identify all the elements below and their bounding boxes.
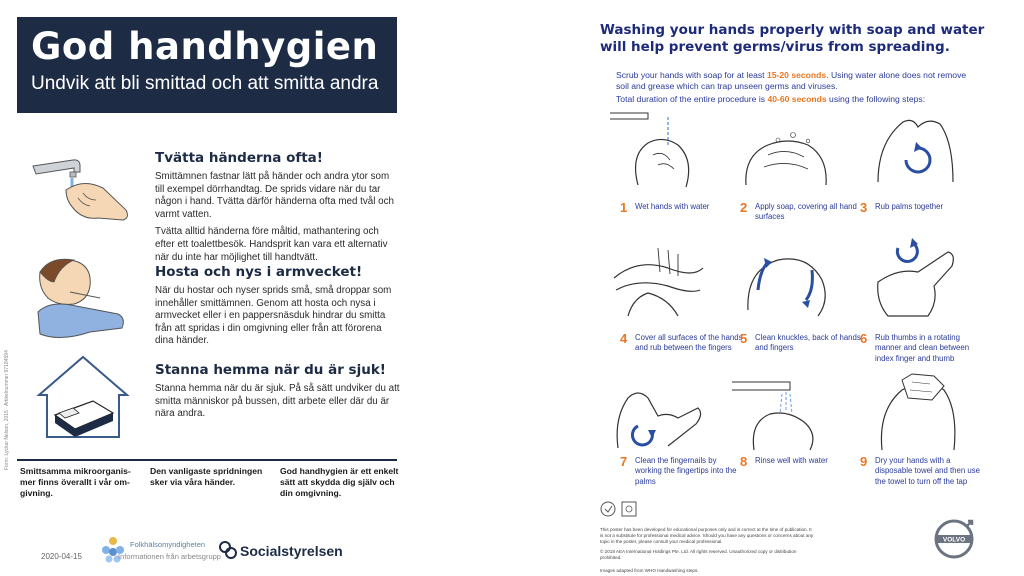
intro-highlight: 15-20 seconds xyxy=(766,70,827,80)
total-text: Total duration of the entire procedure is xyxy=(616,94,768,104)
section-paragraph: Tvätta alltid händerna före måltid, mathantering och efter ett toalettbesök. Handsprit kan vara ett alternativ när du inte har möjlighet till handtvätt. xyxy=(155,226,388,263)
poster-date: 2020-04-15 xyxy=(41,552,82,561)
step-number: 7 xyxy=(620,454,628,469)
step-text: Clean the fingernails by working the fingertips into the palms xyxy=(635,456,737,486)
image-credit: Images adapted from WHO Handwashing steps. xyxy=(600,568,699,573)
step7-fingernails-icon xyxy=(608,368,708,453)
step1-wet-hands-icon xyxy=(608,105,708,190)
logo2-label: Socialstyrelsen xyxy=(240,543,343,559)
step8-rinse-icon xyxy=(730,372,830,452)
certification-icons xyxy=(600,500,640,518)
section-paragraph: Stanna hemma när du är sjuk. På så sätt undviker du att smitta människor på bussen, ditt arbete eller där du är nära andra. xyxy=(155,383,400,420)
section-cough-elbow xyxy=(155,264,400,353)
step-number: 6 xyxy=(860,331,868,346)
total-highlight: 40-60 seconds xyxy=(767,94,827,104)
cough-elbow-icon xyxy=(30,252,130,344)
title-banner xyxy=(17,17,397,113)
handwash-tap-icon xyxy=(28,148,133,233)
step-text: Cover all surfaces of the hands and rub between the fingers xyxy=(635,333,743,353)
house-bed-icon xyxy=(33,353,133,441)
intro-text-rest: . Using water alone does not remove soil and grease which can trap unseen germs and viruses. xyxy=(616,70,967,91)
section-wash-hands xyxy=(155,150,400,269)
step-text: Wet hands with water xyxy=(635,202,710,211)
step-number: 1 xyxy=(620,200,628,215)
step-text: Rub palms together xyxy=(875,202,944,211)
step-number: 9 xyxy=(860,454,868,469)
step6-thumbs-icon xyxy=(868,232,963,320)
socialstyrelsen-logo xyxy=(218,540,238,560)
section-paragraph: Smittämnen fastnar lätt på händer och andra ytor som till exempel dörrhandtag. De sprids vidare när du tar någon i hand. Tvätta därför händerna ofta med tvål och varmt vatten. xyxy=(155,171,394,220)
section-paragraph: När du hostar och nyser sprids små, små droppar som innehåller smittämnen. Genom att hosta och nysa i armvecket eller i en pappersnäsduk hindrar du smitta från att spridas i din omgivning eller från att förorena dina händer. xyxy=(155,285,392,347)
poster-subtitle: Undvik att bli smittad och att smitta andra xyxy=(31,73,379,94)
step-text: Rinse well with water xyxy=(755,456,828,465)
step4-between-fingers-icon xyxy=(608,238,708,323)
step-text: Dry your hands with a disposable towel and then use the towel to turn off the tap xyxy=(875,456,980,486)
step5-knuckles-icon xyxy=(738,240,833,320)
step9-dry-towel-icon xyxy=(872,370,962,455)
step3-rub-palms-icon xyxy=(868,112,963,192)
fact-2: Den vanligaste spridningen sker via våra händer. xyxy=(150,466,263,487)
disclaimer-text: This poster has been developed for educational purposes only and is correct at the time of publication. It is not a substitute for professional medical advice. Should you have any questions or concerns about any topic in the poster, please consult your medical professional. xyxy=(600,527,814,544)
step-text: Rub thumbs in a rotating manner and clean between index finger and thumb xyxy=(875,333,970,363)
step-text: Apply soap, covering all hand surfaces xyxy=(755,202,857,222)
section-stay-home xyxy=(155,362,400,426)
volvo-wordmark: VOLVO xyxy=(942,536,966,544)
section-heading: Stanna hemma när du är sjuk! xyxy=(155,362,386,378)
handwash-total xyxy=(616,94,976,104)
fact-3: God handhygien är ett enkelt sätt att skydda dig själv och din omgivning. xyxy=(280,466,399,498)
step-number: 8 xyxy=(740,454,748,469)
step2-apply-soap-icon xyxy=(738,115,833,190)
intro-text: Scrub your hands with soap for at least xyxy=(616,70,767,80)
step-number: 2 xyxy=(740,200,748,215)
section-heading: Hosta och nys i armvecket! xyxy=(155,264,363,280)
right-poster xyxy=(580,0,1024,576)
logo1-label: Folkhälsomyndigheten xyxy=(130,540,206,549)
section-heading: Tvätta händerna ofta! xyxy=(155,150,323,166)
footer-note: Informationen från arbetsgrupp xyxy=(118,552,221,561)
copyright-text: © 2018 AEA International Holdings Pte. Ltd. All rights reserved. Unauthorized copy or distribution prohibited. xyxy=(600,549,797,560)
poster-title: God handhygien xyxy=(31,25,379,68)
volvo-logo xyxy=(932,517,976,561)
total-text-rest: using the following steps: xyxy=(826,94,926,104)
handwash-intro xyxy=(616,70,976,92)
fact-1: Smittsamma mikroorganis- mer finns överallt i vår om- givning. xyxy=(20,466,131,498)
step-number: 4 xyxy=(620,331,628,346)
left-poster xyxy=(0,0,420,576)
step-number: 3 xyxy=(860,200,868,215)
step-number: 5 xyxy=(740,331,748,346)
vertical-credit: Form: Lyckar Nelson, 2015 · Artikelnummer 97184594 xyxy=(4,350,10,470)
step-text: Clean knuckles, back of hands and fingers xyxy=(755,333,861,353)
divider xyxy=(17,459,397,461)
handwash-title: Washing your hands properly with soap and water will help prevent germs/virus from spreading. xyxy=(600,22,985,55)
